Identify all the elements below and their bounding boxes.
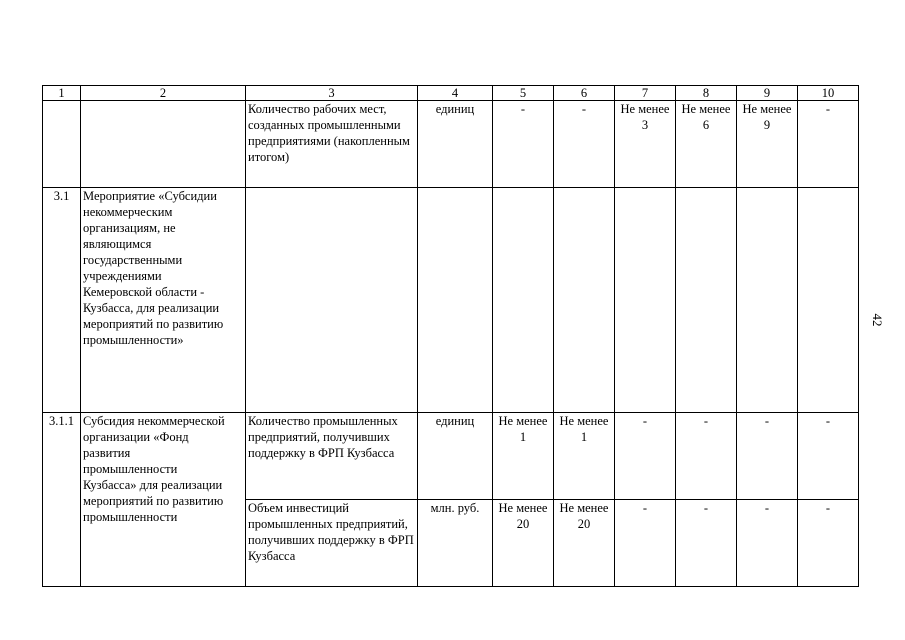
value-cell: -	[676, 500, 737, 587]
header-cell: 1	[43, 86, 81, 101]
empty-cell	[615, 188, 676, 413]
empty-cell	[493, 188, 554, 413]
value-cell: -	[615, 500, 676, 587]
row-number	[43, 101, 81, 188]
page-number: 42	[870, 313, 885, 327]
value-cell: Не менее 20	[493, 500, 554, 587]
value-cell: Не менее 9	[737, 101, 798, 188]
value-cell: Не менее 6	[676, 101, 737, 188]
value-cell: -	[798, 413, 859, 500]
empty-cell	[737, 188, 798, 413]
indicator-name: Количество рабочих мест, созданных промышленными предприятиями (накопленным итогом)	[246, 101, 418, 188]
header-cell: 6	[554, 86, 615, 101]
row-number: 3.1	[43, 188, 81, 413]
event-name: Субсидия некоммерческой организации «Фонд развития промышленности Кузбасса» для реализации мероприятий по развитию промышленности	[81, 413, 246, 587]
value-cell: -	[676, 413, 737, 500]
table-row	[43, 101, 859, 188]
header-cell: 10	[798, 86, 859, 101]
header-cell: 2	[81, 86, 246, 101]
value-cell: Не менее 3	[615, 101, 676, 188]
value-cell: -	[554, 101, 615, 188]
empty-cell	[246, 188, 418, 413]
header-cell: 3	[246, 86, 418, 101]
unit-cell: единиц	[418, 413, 493, 500]
value-cell: -	[493, 101, 554, 188]
header-cell: 5	[493, 86, 554, 101]
indicator-name: Объем инвестиций промышленных предприятий, получивших поддержку в ФРП Кузбасса	[246, 500, 418, 587]
header-cell: 8	[676, 86, 737, 101]
value-cell: Не менее 20	[554, 500, 615, 587]
indicators-table	[42, 85, 859, 587]
empty-cell	[418, 188, 493, 413]
header-cell: 7	[615, 86, 676, 101]
value-cell: -	[737, 500, 798, 587]
indicator-name: Количество промышленных предприятий, получивших поддержку в ФРП Кузбасса	[246, 413, 418, 500]
value-cell: Не менее 1	[493, 413, 554, 500]
row-number: 3.1.1	[43, 413, 81, 587]
value-cell: -	[615, 413, 676, 500]
empty-cell	[798, 188, 859, 413]
header-cell: 4	[418, 86, 493, 101]
header-cell: 9	[737, 86, 798, 101]
value-cell: -	[798, 500, 859, 587]
unit-cell: единиц	[418, 101, 493, 188]
table-row	[43, 413, 859, 500]
empty-cell	[676, 188, 737, 413]
value-cell: -	[737, 413, 798, 500]
empty-cell	[554, 188, 615, 413]
event-name: Мероприятие «Субсидии некоммерческим организациям, не являющимся государственными учреждениями Кемеровской области - Кузбасса, для реализации мероприятий по развитию промышленности»	[81, 188, 246, 413]
table-row	[43, 188, 859, 413]
value-cell: -	[798, 101, 859, 188]
table-header-row	[43, 86, 859, 101]
unit-cell: млн. руб.	[418, 500, 493, 587]
event-name	[81, 101, 246, 188]
value-cell: Не менее 1	[554, 413, 615, 500]
